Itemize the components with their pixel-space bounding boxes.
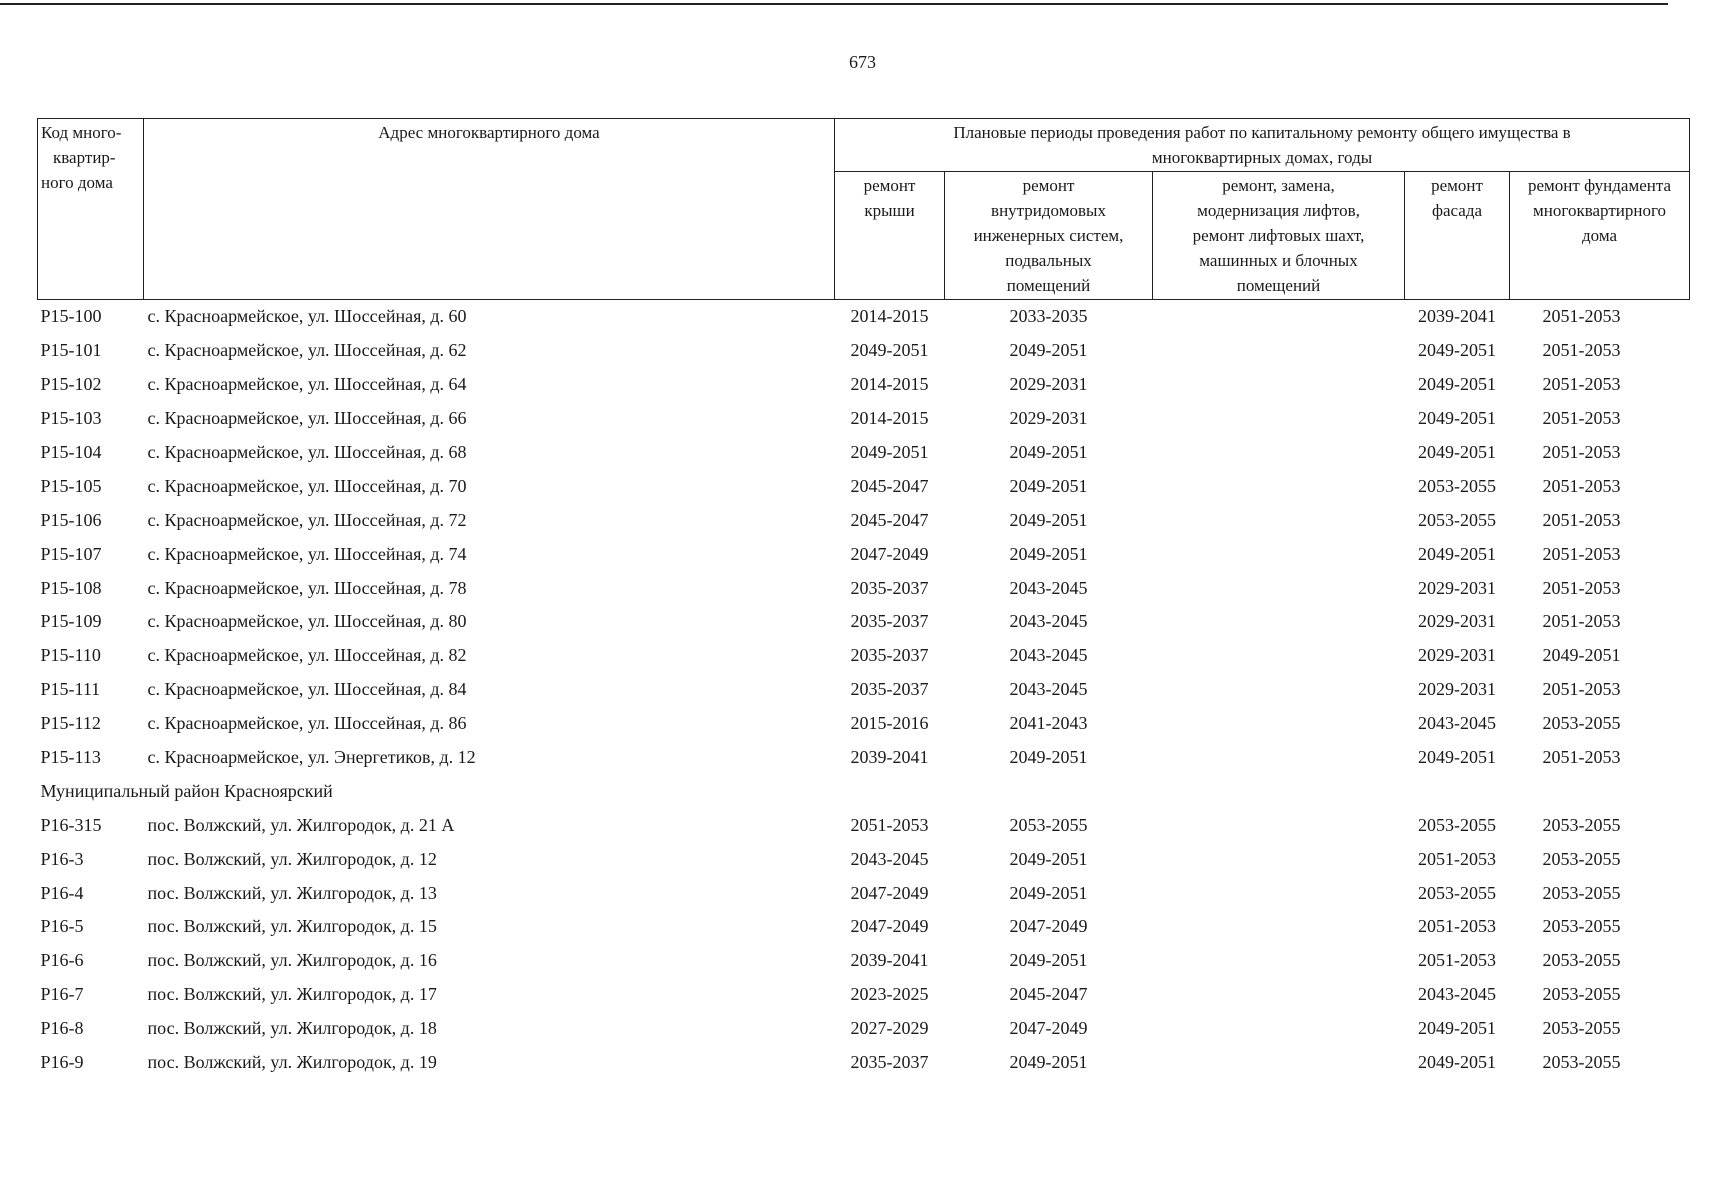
cell-facade: 2049-2051: [1418, 340, 1496, 361]
cell-lifts: [1153, 842, 1405, 876]
cell-engineering: 2043-2045: [1009, 611, 1088, 632]
cell-facade: 2029-2031: [1418, 679, 1496, 700]
cell-code: Р15-112: [40, 713, 101, 734]
document-page: [37, 118, 1689, 1079]
cell-foundation: 2053-2055: [1542, 984, 1621, 1005]
cell-address: с. Красноармейское, ул. Шоссейная, д. 80: [147, 611, 467, 632]
cell-address: с. Красноармейское, ул. Энергетиков, д. 12: [147, 747, 476, 768]
cell-address: с. Красноармейское, ул. Шоссейная, д. 78: [147, 577, 467, 598]
cell-engineering: 2049-2051: [1009, 747, 1088, 768]
table-row: [38, 978, 1690, 1012]
table-row: [38, 876, 1690, 910]
capital-repair-table: [37, 118, 1690, 1079]
cell-foundation: 2053-2055: [1542, 1018, 1621, 1039]
cell-code: Р15-110: [40, 645, 101, 666]
cell-facade: 2053-2055: [1418, 475, 1496, 496]
cell-engineering: 2049-2051: [1009, 950, 1088, 971]
cell-address: с. Красноармейское, ул. Шоссейная, д. 70: [147, 475, 467, 496]
table-row: [38, 300, 1690, 334]
cell-lifts: [1153, 808, 1405, 842]
cell-lifts: [1153, 707, 1405, 741]
cell-code: Р15-113: [40, 747, 101, 768]
cell-roof: 2027-2029: [850, 1018, 929, 1039]
cell-roof: 2049-2051: [850, 442, 929, 462]
section-title: Муниципальный район Красноярский: [40, 780, 333, 801]
cell-engineering: 2049-2051: [1009, 509, 1088, 530]
cell-lifts: [1153, 1012, 1405, 1046]
table-row: [38, 842, 1690, 876]
cell-roof: 2035-2037: [850, 1052, 929, 1073]
cell-engineering: 2029-2031: [1009, 374, 1088, 395]
cell-address: пос. Волжский, ул. Жилгородок, д. 12: [147, 848, 437, 869]
page-number: 673: [849, 52, 876, 72]
table-row: [38, 402, 1690, 436]
cell-foundation: 2051-2053: [1542, 543, 1621, 564]
cell-facade: 2051-2053: [1418, 916, 1496, 937]
cell-engineering: 2053-2055: [1009, 814, 1088, 835]
cell-code: Р16-7: [40, 984, 84, 1005]
table-row: [38, 673, 1690, 707]
table-row: [38, 537, 1690, 571]
cell-address: с. Красноармейское, ул. Шоссейная, д. 60: [147, 306, 467, 327]
cell-code: Р15-100: [40, 306, 102, 327]
table-row: [38, 1012, 1690, 1046]
cell-foundation: 2051-2053: [1542, 442, 1621, 462]
cell-facade: 2049-2051: [1418, 1018, 1496, 1039]
cell-lifts: [1153, 1046, 1405, 1080]
cell-foundation: 2053-2055: [1542, 916, 1621, 937]
header-foundation: ремонт фундамента многоквартирного дома: [1510, 172, 1690, 300]
cell-code: Р16-4: [40, 882, 84, 903]
cell-foundation: 2051-2053: [1542, 611, 1621, 632]
cell-lifts: [1153, 571, 1405, 605]
cell-address: с. Красноармейское, ул. Шоссейная, д. 82: [147, 645, 467, 666]
cell-facade: 2051-2053: [1418, 848, 1496, 869]
cell-engineering: 2043-2045: [1009, 679, 1088, 700]
cell-code: Р15-103: [40, 408, 102, 429]
cell-lifts: [1153, 639, 1405, 673]
cell-facade: 2051-2053: [1418, 950, 1496, 971]
cell-facade: 2053-2055: [1418, 509, 1496, 530]
cell-engineering: 2049-2051: [1009, 475, 1088, 496]
cell-roof: 2043-2045: [850, 848, 929, 869]
table-row: [38, 741, 1690, 775]
cell-engineering: 2049-2051: [1009, 543, 1088, 564]
cell-roof: 2039-2041: [850, 747, 929, 768]
cell-address: с. Красноармейское, ул. Шоссейная, д. 64: [147, 374, 467, 395]
table-row: [38, 605, 1690, 639]
cell-foundation: 2051-2053: [1542, 340, 1621, 361]
cell-roof: 2047-2049: [850, 543, 929, 564]
cell-lifts: [1153, 537, 1405, 571]
cell-engineering: 2043-2045: [1009, 645, 1088, 666]
section-row: [38, 774, 1690, 808]
cell-roof: 2023-2025: [850, 984, 929, 1005]
cell-facade: 2029-2031: [1418, 611, 1496, 632]
table-row: [38, 436, 1690, 470]
cell-engineering: 2029-2031: [1009, 408, 1088, 429]
top-rule: [0, 3, 1668, 5]
cell-roof: 2047-2049: [850, 882, 929, 903]
cell-lifts: [1153, 436, 1405, 470]
cell-code: Р16-3: [40, 848, 84, 869]
cell-lifts: [1153, 300, 1405, 334]
table-row: [38, 707, 1690, 741]
cell-lifts: [1153, 334, 1405, 368]
cell-address: с. Красноармейское, ул. Шоссейная, д. 86: [147, 713, 467, 734]
cell-code: Р15-106: [40, 509, 102, 530]
table-row: [38, 944, 1690, 978]
cell-engineering: 2043-2045: [1009, 577, 1088, 598]
table-header: [38, 119, 1690, 300]
cell-address: с. Красноармейское, ул. Шоссейная, д. 84: [147, 679, 467, 700]
cell-lifts: [1153, 469, 1405, 503]
cell-code: Р15-101: [40, 340, 102, 361]
cell-foundation: 2053-2055: [1542, 1052, 1621, 1073]
cell-roof: 2045-2047: [850, 475, 929, 496]
cell-engineering: 2033-2035: [1009, 306, 1088, 327]
cell-foundation: 2051-2053: [1542, 747, 1621, 768]
table-row: [38, 469, 1690, 503]
cell-address: пос. Волжский, ул. Жилгородок, д. 19: [147, 1052, 437, 1073]
cell-foundation: 2049-2051: [1542, 645, 1621, 666]
cell-address: пос. Волжский, ул. Жилгородок, д. 16: [147, 950, 437, 971]
header-lifts: ремонт, замена, модернизация лифтов, ремонт лифтовых шахт, машинных и блочных помещений: [1153, 172, 1405, 300]
table-row: [38, 368, 1690, 402]
cell-code: Р15-107: [40, 543, 102, 564]
cell-lifts: [1153, 741, 1405, 775]
cell-roof: 2035-2037: [850, 679, 929, 700]
cell-facade: 2049-2051: [1418, 408, 1496, 429]
cell-code: Р16-315: [40, 814, 102, 835]
cell-address: с. Красноармейское, ул. Шоссейная, д. 72: [147, 509, 467, 530]
cell-engineering: 2049-2051: [1009, 340, 1088, 361]
cell-facade: 2029-2031: [1418, 577, 1496, 598]
cell-engineering: 2047-2049: [1009, 916, 1088, 937]
cell-facade: 2049-2051: [1418, 543, 1496, 564]
cell-code: Р16-9: [40, 1052, 84, 1073]
cell-foundation: 2051-2053: [1542, 306, 1621, 327]
cell-code: Р16-6: [40, 950, 84, 971]
table-row: [38, 571, 1690, 605]
cell-roof: 2014-2015: [850, 408, 929, 429]
cell-engineering: 2049-2051: [1009, 848, 1088, 869]
table-row: [38, 808, 1690, 842]
cell-facade: 2043-2045: [1418, 984, 1496, 1005]
cell-foundation: 2051-2053: [1542, 475, 1621, 496]
cell-foundation: 2053-2055: [1542, 713, 1621, 734]
cell-address: пос. Волжский, ул. Жилгородок, д. 17: [147, 984, 437, 1005]
cell-facade: 2053-2055: [1418, 814, 1496, 835]
cell-foundation: 2053-2055: [1542, 848, 1621, 869]
header-code: Код много- квартир- ного дома: [38, 119, 144, 300]
cell-facade: 2039-2041: [1418, 306, 1496, 327]
cell-facade: 2049-2051: [1418, 442, 1496, 462]
cell-code: Р15-102: [40, 374, 102, 395]
cell-code: Р15-111: [40, 679, 101, 700]
cell-lifts: [1153, 978, 1405, 1012]
cell-foundation: 2051-2053: [1542, 577, 1621, 598]
table-row: [38, 639, 1690, 673]
cell-code: Р15-105: [40, 475, 102, 496]
cell-code: Р16-8: [40, 1018, 84, 1039]
cell-facade: 2029-2031: [1418, 645, 1496, 666]
table-row: [38, 503, 1690, 537]
cell-lifts: [1153, 503, 1405, 537]
cell-facade: 2053-2055: [1418, 882, 1496, 903]
cell-address: пос. Волжский, ул. Жилгородок, д. 13: [147, 882, 437, 903]
cell-roof: 2035-2037: [850, 645, 929, 666]
cell-engineering: 2049-2051: [1009, 442, 1088, 462]
cell-roof: 2045-2047: [850, 509, 929, 530]
cell-foundation: 2053-2055: [1542, 814, 1621, 835]
cell-engineering: 2047-2049: [1009, 1018, 1088, 1039]
cell-code: Р15-104: [40, 442, 102, 462]
cell-roof: 2035-2037: [850, 611, 929, 632]
cell-roof: 2015-2016: [850, 713, 929, 734]
cell-roof: 2051-2053: [850, 814, 929, 835]
cell-address: с. Красноармейское, ул. Шоссейная, д. 68: [147, 442, 467, 462]
cell-lifts: [1153, 605, 1405, 639]
cell-roof: 2047-2049: [850, 916, 929, 937]
cell-engineering: 2049-2051: [1009, 1052, 1088, 1073]
cell-roof: 2049-2051: [850, 340, 929, 361]
cell-address: пос. Волжский, ул. Жилгородок, д. 18: [147, 1018, 437, 1039]
cell-address: пос. Волжский, ул. Жилгородок, д. 15: [147, 916, 437, 937]
cell-roof: 2039-2041: [850, 950, 929, 971]
header-roof: ремонт крыши: [835, 172, 945, 300]
cell-code: Р15-109: [40, 611, 102, 632]
cell-engineering: 2045-2047: [1009, 984, 1088, 1005]
cell-lifts: [1153, 673, 1405, 707]
cell-roof: 2014-2015: [850, 306, 929, 327]
cell-lifts: [1153, 402, 1405, 436]
cell-lifts: [1153, 368, 1405, 402]
table-row: [38, 910, 1690, 944]
cell-code: Р15-108: [40, 577, 102, 598]
header-engineering: ремонт внутридомовых инженерных систем, подвальных помещений: [945, 172, 1153, 300]
cell-address: с. Красноармейское, ул. Шоссейная, д. 66: [147, 408, 467, 429]
cell-lifts: [1153, 910, 1405, 944]
cell-address: с. Красноармейское, ул. Шоссейная, д. 74: [147, 543, 467, 564]
header-group: Плановые периоды проведения работ по капитальному ремонту общего имущества в многоквартирных домах, годы: [835, 119, 1690, 172]
cell-facade: 2049-2051: [1418, 1052, 1496, 1073]
cell-code: Р16-5: [40, 916, 84, 937]
cell-engineering: 2049-2051: [1009, 882, 1088, 903]
table-body: [38, 300, 1690, 1080]
cell-roof: 2014-2015: [850, 374, 929, 395]
table-row: [38, 1046, 1690, 1080]
cell-foundation: 2053-2055: [1542, 950, 1621, 971]
cell-facade: 2043-2045: [1418, 713, 1496, 734]
cell-lifts: [1153, 876, 1405, 910]
cell-facade: 2049-2051: [1418, 747, 1496, 768]
cell-facade: 2049-2051: [1418, 374, 1496, 395]
cell-foundation: 2051-2053: [1542, 679, 1621, 700]
cell-address: пос. Волжский, ул. Жилгородок, д. 21 А: [147, 814, 455, 835]
table-row: [38, 334, 1690, 368]
cell-lifts: [1153, 944, 1405, 978]
cell-foundation: 2053-2055: [1542, 882, 1621, 903]
cell-address: с. Красноармейское, ул. Шоссейная, д. 62: [147, 340, 467, 361]
cell-engineering: 2041-2043: [1009, 713, 1088, 734]
header-address: Адрес многоквартирного дома: [144, 119, 835, 300]
cell-foundation: 2051-2053: [1542, 408, 1621, 429]
header-facade: ремонт фасада: [1405, 172, 1510, 300]
cell-roof: 2035-2037: [850, 577, 929, 598]
cell-foundation: 2051-2053: [1542, 509, 1621, 530]
cell-foundation: 2051-2053: [1542, 374, 1621, 395]
